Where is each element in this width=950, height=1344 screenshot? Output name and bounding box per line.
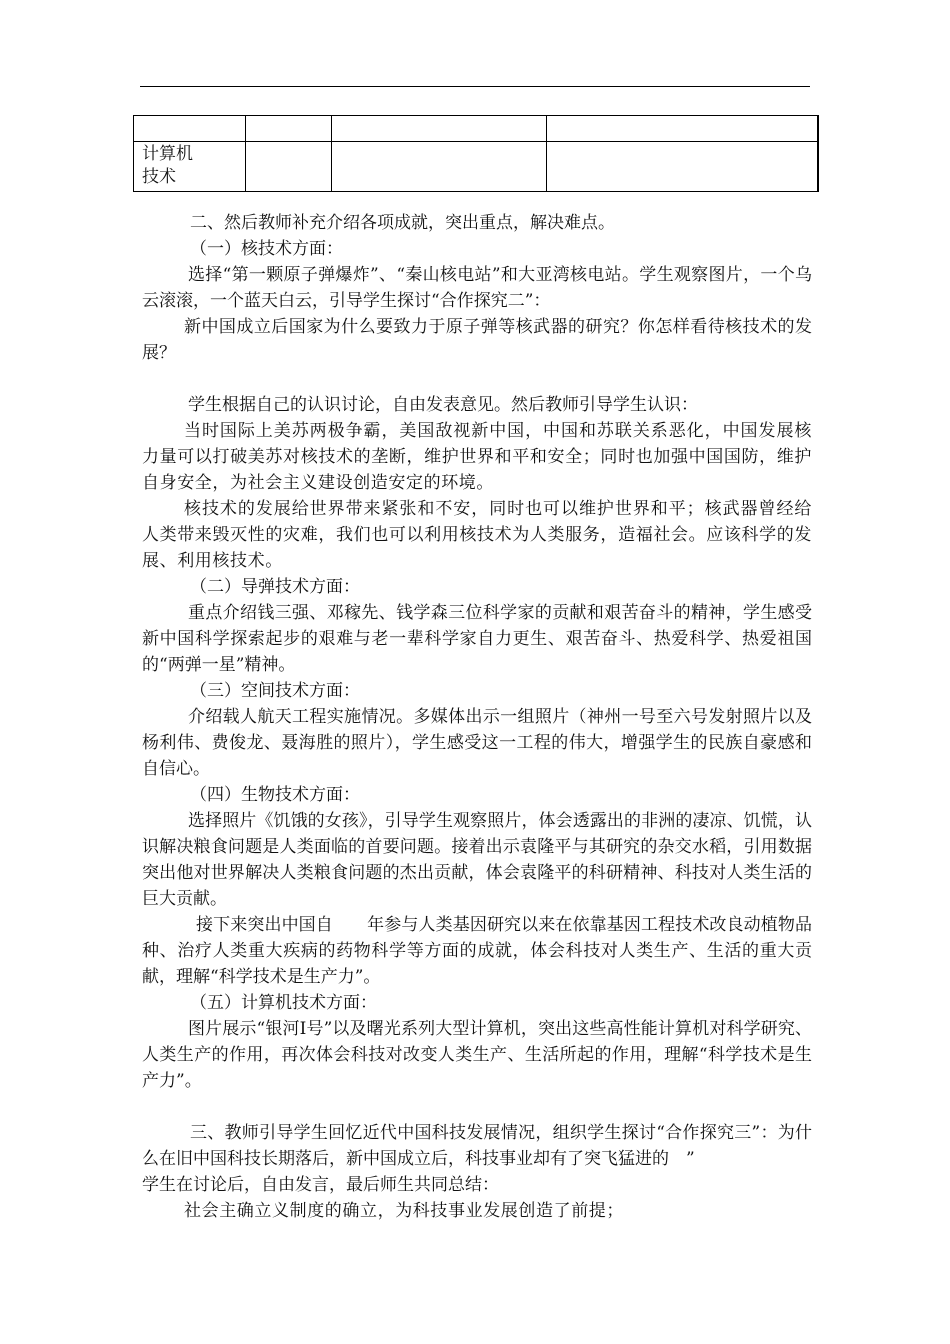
paragraph-intro: 二、然后教师补充介绍各项成就，突出重点，解决难点。 <box>190 213 615 233</box>
table-cell-label <box>134 142 246 192</box>
paragraph-nuclear-select: 选择“第一颗原子弹爆炸”、“秦山核电站”和大亚湾核电站。学生观察图片，一个乌云滚滚，一个蓝天白云，引导学生探讨“合作探究二”： <box>142 265 812 311</box>
label-line-2: 技术 <box>142 167 176 187</box>
heading-computer: （五）计算机技术方面： <box>190 993 377 1013</box>
table-cell <box>332 116 547 142</box>
paragraph-bio: 选择照片《饥饿的女孩》，引导学生观察照片，体会透露出的非洲的凄凉、饥慌，认识解决粮食问题是人类面临的首要问题。接着出示袁隆平与其研究的杂交水稻，引用数据突出他对世界解决人类粮食问题的杰出贡献，体会袁隆平的科研精神、科技对人类生活的巨大贡献。 <box>142 811 812 909</box>
achievement-table <box>133 115 819 192</box>
paragraph-question: 新中国成立后国家为什么要致力于原子弹等核武器的研究？你怎样看待核技术的发展？ <box>142 317 812 363</box>
table-row <box>134 116 819 142</box>
paragraph-space: 介绍载人航天工程实施情况。多媒体出示一组照片（神州一号至六号发射照片以及杨利伟、费俊龙、聂海胜的照片），学生感受这一工程的伟大，增强学生的民族自豪感和自信心。 <box>142 707 812 779</box>
table-cell <box>134 116 246 142</box>
table-cell <box>332 142 547 192</box>
table-cell <box>547 142 819 192</box>
label-line-1: 计算机 <box>142 144 193 164</box>
paragraph-background: 当时国际上美苏两极争霸，美国敌视新中国，中国和苏联关系恶化，中国发展核力量可以打破美苏对核技术的垄断，维护世界和平和安全；同时也加强中国国防，维护自身安全，为社会主义建设创造安定的环境。 <box>142 421 812 493</box>
table-cell <box>547 116 819 142</box>
heading-bio: （四）生物技术方面： <box>190 785 360 805</box>
paragraph-discussion: 学生根据自己的认识讨论，自由发表意见。然后教师引导学生认识： <box>188 395 698 415</box>
paragraph-nuclear-view: 核技术的发展给世界带来紧张和不安，同时也可以维护世界和平；核武器曾经给人类带来毁灭性的灾难，我们也可以利用核技术为人类服务，造福社会。应该科学的发展、利用核技术。 <box>142 499 812 571</box>
paragraph-summary-1: 社会主确立义制度的确立，为科技事业发展创造了前提； <box>184 1201 624 1221</box>
heading-space: （三）空间技术方面： <box>190 681 360 701</box>
heading-missile: （二）导弹技术方面： <box>190 577 360 597</box>
paragraph-summary-intro: 学生在讨论后，自由发言，最后师生共同总结： <box>142 1175 499 1195</box>
table-row <box>134 142 819 192</box>
spacer <box>142 366 812 392</box>
paragraph-gene: 接下来突出中国自 年参与人类基因研究以来在依靠基因工程技术改良动植物品种、治疗人类重大疾病的药物科学等方面的成就，体会科技对人类生产、生活的重大贡献，理解“科学技术是生产力”。 <box>142 915 812 987</box>
heading-nuclear: （一）核技术方面： <box>190 239 343 259</box>
paragraph-missile: 重点介绍钱三强、邓稼先、钱学森三位科学家的贡献和艰苦奋斗的精神，学生感受新中国科学探索起步的艰难与老一辈科学家自力更生、艰苦奋斗、热爱科学、热爱祖国的“两弹一星”精神。 <box>142 603 812 675</box>
paragraph-computer: 图片展示“银河Ⅰ号”以及曙光系列大型计算机，突出这些高性能计算机对科学研究、人类生产的作用，再次体会科技对改变人类生产、生活所起的作用，理解“科学技术是生产力”。 <box>142 1019 812 1091</box>
spacer <box>142 1094 812 1120</box>
paragraph-section-three: 三、教师引导学生回忆近代中国科技发展情况，组织学生探讨“合作探究三”：为什么在旧中国科技长期落后，新中国成立后，科技事业却有了突飞猛进的 ” <box>142 1123 812 1169</box>
header-rule <box>140 86 810 87</box>
table-cell <box>246 142 332 192</box>
table-cell <box>246 116 332 142</box>
document-body <box>142 210 812 1224</box>
